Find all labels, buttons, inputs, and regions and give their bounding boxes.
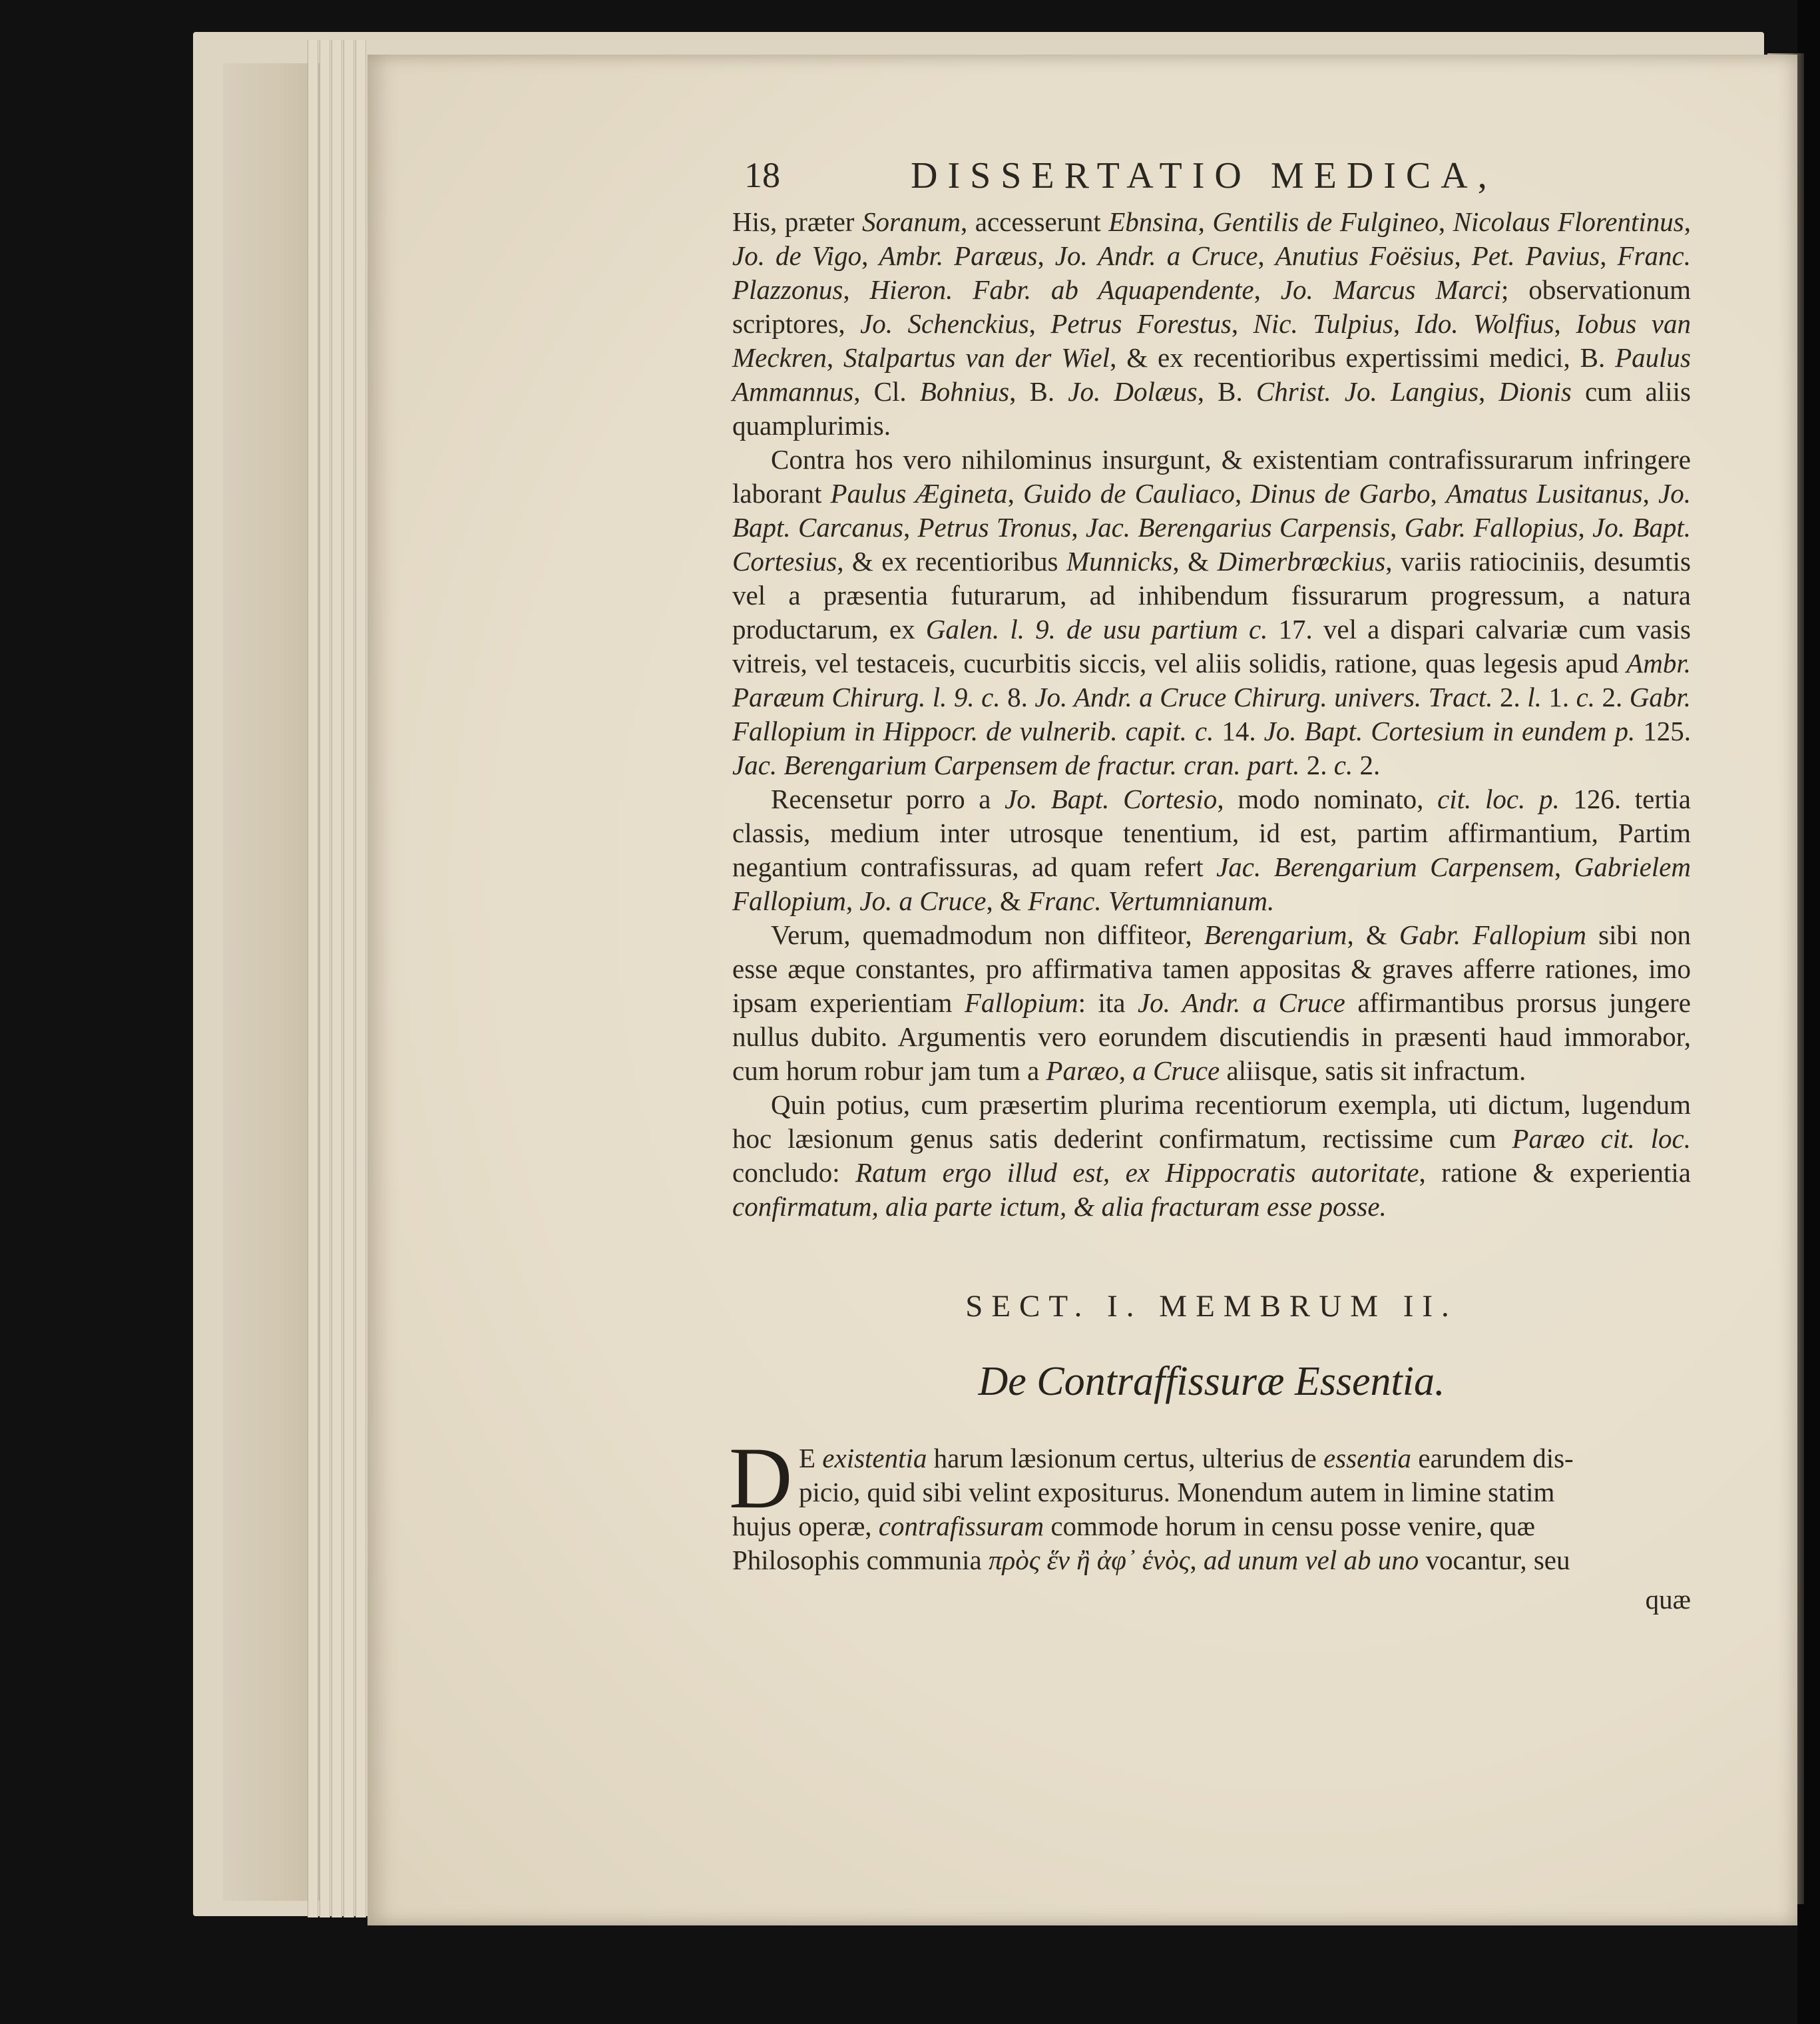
text-run: affirmantibus prorsus jungere nullus dubito. Argumentis vero eorundem discutiendis in præsenti haud immorabor, cum horum robur jam tum a [732, 987, 1691, 1086]
body-text [732, 205, 1691, 1224]
text-run: , [1028, 308, 1051, 339]
text-run: , [1438, 206, 1453, 237]
text-run: , [1257, 240, 1275, 271]
italic-text: Bohnius [919, 376, 1010, 407]
italic-text: Paræo cit. loc. [1512, 1123, 1691, 1154]
section-heading: SECT. I. MEMBRUM II. [965, 1289, 1458, 1324]
italic-text: Gentilis de Fulgineo [1212, 206, 1439, 237]
italic-text: Amatus Lusitanus [1445, 478, 1643, 509]
italic-text: Jo. Bapt. Cortesius [732, 512, 1692, 577]
italic-text: Jo. Bapt. Cortesio [1005, 784, 1218, 814]
text-run: 2. [1595, 682, 1630, 712]
text-run: , & [1172, 546, 1218, 577]
italic-text: Jo. Schenckius [860, 308, 1029, 339]
section-subtitle: De Contraffissuræ Essentia. [978, 1359, 1445, 1404]
text-run: 2. [1299, 750, 1334, 780]
text-run: , [1253, 274, 1281, 305]
text-run: , [1554, 852, 1574, 882]
italic-text: Petrus Tronus [917, 512, 1072, 543]
text-run: Contra hos vero nihilominus insurgunt, & existentiam contrafissurarum infringere laborant [732, 444, 1691, 509]
italic-text: Paulus Ægineta [830, 478, 1008, 509]
italic-text: Jo. Dolæus [1068, 376, 1198, 407]
italic-text: Jac. Berengarium Carpensem [1216, 852, 1554, 882]
italic-text: Fallopium [964, 987, 1078, 1018]
text-run: , [1037, 240, 1055, 271]
italic-text: Gabr. Fallopius [1404, 512, 1578, 543]
italic-text: Jo. Bapt. Carcanus [732, 478, 1692, 543]
italic-text: Paræo [1046, 1055, 1119, 1086]
italic-text: Dinus de Garbo [1250, 478, 1431, 509]
paragraph [732, 1088, 1691, 1224]
text-run: , & [986, 886, 1028, 916]
italic-text: Gabrielem Fallopium [732, 852, 1691, 916]
italic-text: Dimerbrœckius [1217, 546, 1386, 577]
italic-text: confirmatum, alia parte ictum, & alia fracturam esse posse. [732, 1191, 1387, 1222]
text-run: , [1479, 376, 1499, 407]
italic-text: ad unum vel ab uno [1203, 1545, 1419, 1575]
page-number: 18 [744, 155, 780, 195]
text-run: , [1578, 512, 1593, 543]
text-run: ; observationum scriptores, [732, 274, 1691, 339]
text-run: , [1393, 308, 1415, 339]
italic-text: Nic. Tulpius [1253, 308, 1393, 339]
text-run: Recensetur porro a [771, 784, 1005, 814]
italic-text: Ambr. Paræum Chirurg. l. 9. c. [732, 648, 1691, 712]
page-stack-edge [320, 40, 330, 1917]
text-run: His, præter [732, 206, 862, 237]
text-run: Verum, quemadmodum non diffiteor, [771, 919, 1204, 950]
italic-text: Franc. Plazzonus [732, 240, 1691, 305]
italic-text: Soranum [861, 206, 961, 237]
italic-text: Iobus van Meckren [732, 308, 1692, 373]
text-run: Philosophis communia [732, 1545, 989, 1575]
italic-text: Ido. Wolfius [1415, 308, 1554, 339]
text-run: 2. [1492, 682, 1528, 712]
running-head [744, 148, 1610, 208]
italic-text: Dionis [1498, 376, 1572, 407]
italic-text: Ebnsina [1108, 206, 1198, 237]
text-run: , [1600, 240, 1618, 271]
italic-text: πρὸς ἕν ἢ ἀφ᾽ ἑνὸς [988, 1545, 1190, 1575]
text-run: , [1118, 1055, 1133, 1086]
text-run: , [1554, 308, 1576, 339]
page-stack-edge [355, 40, 366, 1917]
text-run: 126. tertia classis, medium inter utrosque tenentium, id est, partim affirmantium, Partim negantium contrafissuras, ad quam refert [732, 784, 1691, 882]
text-run: Quin potius, cum præsertim plurima recentiorum exempla, uti dictum, lugendum hoc læsionum genus satis dederint confirmatum, rectissime cum [732, 1089, 1691, 1154]
text-line [799, 1441, 1691, 1475]
italic-text: Berengarium [1204, 919, 1347, 950]
text-run: picio, quid sibi velint expositurus. Monendum autem in limine statim [799, 1477, 1555, 1507]
text-run: 1. [1541, 682, 1576, 712]
text-run: E [799, 1443, 823, 1473]
text-run: harum læsionum certus, ulterius de [927, 1443, 1323, 1473]
text-run: , [1642, 478, 1659, 509]
italic-text: l. [1527, 682, 1542, 712]
text-run: , B. [1197, 376, 1256, 407]
text-run: , accesserunt [961, 206, 1109, 237]
italic-text: Ratum ergo illud est, ex Hippocratis autoritate [855, 1157, 1419, 1188]
text-line [732, 1543, 1691, 1577]
text-run: sibi non esse æque constantes, pro affirmativa tamen appositas & graves afferre rationes, imo ipsam experientiam [732, 919, 1691, 1018]
text-run: cum aliis quamplurimis. [732, 376, 1692, 441]
paragraph [732, 443, 1691, 782]
text-run: concludo: [732, 1157, 856, 1188]
text-line [732, 1509, 1691, 1543]
text-run: , [1430, 478, 1446, 509]
italic-text: Nicolaus Florentinus [1453, 206, 1684, 237]
italic-text: Christ. Jo. Langius [1255, 376, 1479, 407]
text-run: , [826, 342, 844, 373]
italic-text: Franc. Vertumnianum. [1028, 886, 1275, 916]
italic-text: Paulus Ammannus [732, 342, 1692, 407]
italic-text: a Cruce [1132, 1055, 1220, 1086]
italic-text: Jac. Berengarius Carpensis [1085, 512, 1391, 543]
italic-text: existentia [822, 1443, 927, 1473]
page-stack-edge [332, 40, 342, 1917]
italic-text: Stalpartus van der Wiel [843, 342, 1110, 373]
text-run: : ita [1078, 987, 1138, 1018]
text-run: 17. vel a dispari calvariæ cum vasis vitreis, vel testaceis, cucurbitis siccis, vel aliis solidis, ratione, quas legesis apud [732, 614, 1691, 678]
text-run: commode horum in censu posse venire, quæ [1044, 1511, 1535, 1541]
italic-text: Guido de Cauliaco [1023, 478, 1235, 509]
text-run: vocantur, seu [1419, 1545, 1570, 1575]
text-run: , [1071, 512, 1086, 543]
italic-text: Anutius Foësius [1275, 240, 1455, 271]
italic-text: Hieron. Fabr. ab Aquapendente [869, 274, 1254, 305]
text-run: , [1234, 478, 1251, 509]
italic-text: contrafissuram [878, 1511, 1044, 1541]
text-run: , [903, 512, 918, 543]
text-run: hujus operæ, [732, 1511, 879, 1541]
text-run: , B. [1009, 376, 1068, 407]
italic-text: Munnicks [1066, 546, 1173, 577]
text-run: , [1198, 206, 1213, 237]
italic-text: Jo. a Cruce [859, 886, 987, 916]
text-run: , & [1347, 919, 1399, 950]
drop-cap: D [729, 1429, 793, 1527]
text-run: , [861, 240, 879, 271]
italic-text: cit. loc. p. [1437, 784, 1560, 814]
text-run: earundem dis- [1411, 1443, 1574, 1473]
italic-text: Jo. Marcus Marci [1280, 274, 1501, 305]
paragraph [732, 205, 1691, 443]
text-run: , Cl. [853, 376, 920, 407]
page-stack-edge [343, 40, 354, 1917]
italic-text: Petrus Forestus [1050, 308, 1232, 339]
italic-text: Pet. Pavius [1471, 240, 1600, 271]
paragraph [732, 918, 1691, 1088]
text-run: , [1454, 240, 1472, 271]
text-run: , ratione & experientia [1419, 1157, 1691, 1188]
text-line [799, 1475, 1691, 1509]
text-run: , & ex recentioribus [837, 546, 1066, 577]
text-run: , [1231, 308, 1253, 339]
text-run: , modo nominato, [1217, 784, 1438, 814]
italic-text: Jac. Berengarium Carpensem de fractur. cran. part. [732, 750, 1300, 780]
text-run: 125. [1635, 716, 1692, 746]
page-stack-edge [308, 40, 318, 1917]
running-title: DISSERTATIO MEDICA, [911, 155, 1497, 196]
text-run: , [1007, 478, 1024, 509]
italic-text: Jo. Andr. a Cruce [1054, 240, 1258, 271]
text-run: , [845, 886, 860, 916]
paragraph [732, 782, 1691, 918]
italic-text: Jo. de Vigo [732, 240, 862, 271]
text-run: , variis ratiociniis, desumtis vel a præsentia futurarum, ad inhibendum fissurarum progressum, a natura productarum, ex [732, 546, 1691, 644]
text-run: , [1390, 512, 1405, 543]
text-run: 14. [1214, 716, 1264, 746]
text-run: , [1684, 206, 1691, 237]
text-run: 2. [1353, 750, 1381, 780]
italic-text: Jo. Bapt. Cortesium in eundem p. [1263, 716, 1636, 746]
italic-text: essentia [1323, 1443, 1412, 1473]
text-run: , & ex recentioribus expertissimi medici, B. [1110, 342, 1616, 373]
opening-text [732, 1441, 1691, 1577]
text-run: , [843, 274, 870, 305]
italic-text: Gabr. Fallopium in Hippocr. de vulnerib. capit. c. [732, 682, 1692, 746]
italic-text: Jo. Andr. a Cruce [1137, 987, 1345, 1018]
italic-text: c. [1576, 682, 1596, 712]
text-run: aliisque, satis sit infractum. [1220, 1055, 1526, 1086]
italic-text: Ambr. Paræus [879, 240, 1038, 271]
catchword: quæ [1645, 1584, 1691, 1615]
text-run: 8. [1000, 682, 1035, 712]
italic-text: Galen. l. 9. de usu partium c. [925, 614, 1268, 644]
italic-text: Jo. Andr. a Cruce Chirurg. univers. Tract. [1034, 682, 1493, 712]
text-run: , [1190, 1545, 1204, 1575]
italic-text: Gabr. Fallopium [1399, 919, 1587, 950]
italic-text: c. [1333, 750, 1353, 780]
